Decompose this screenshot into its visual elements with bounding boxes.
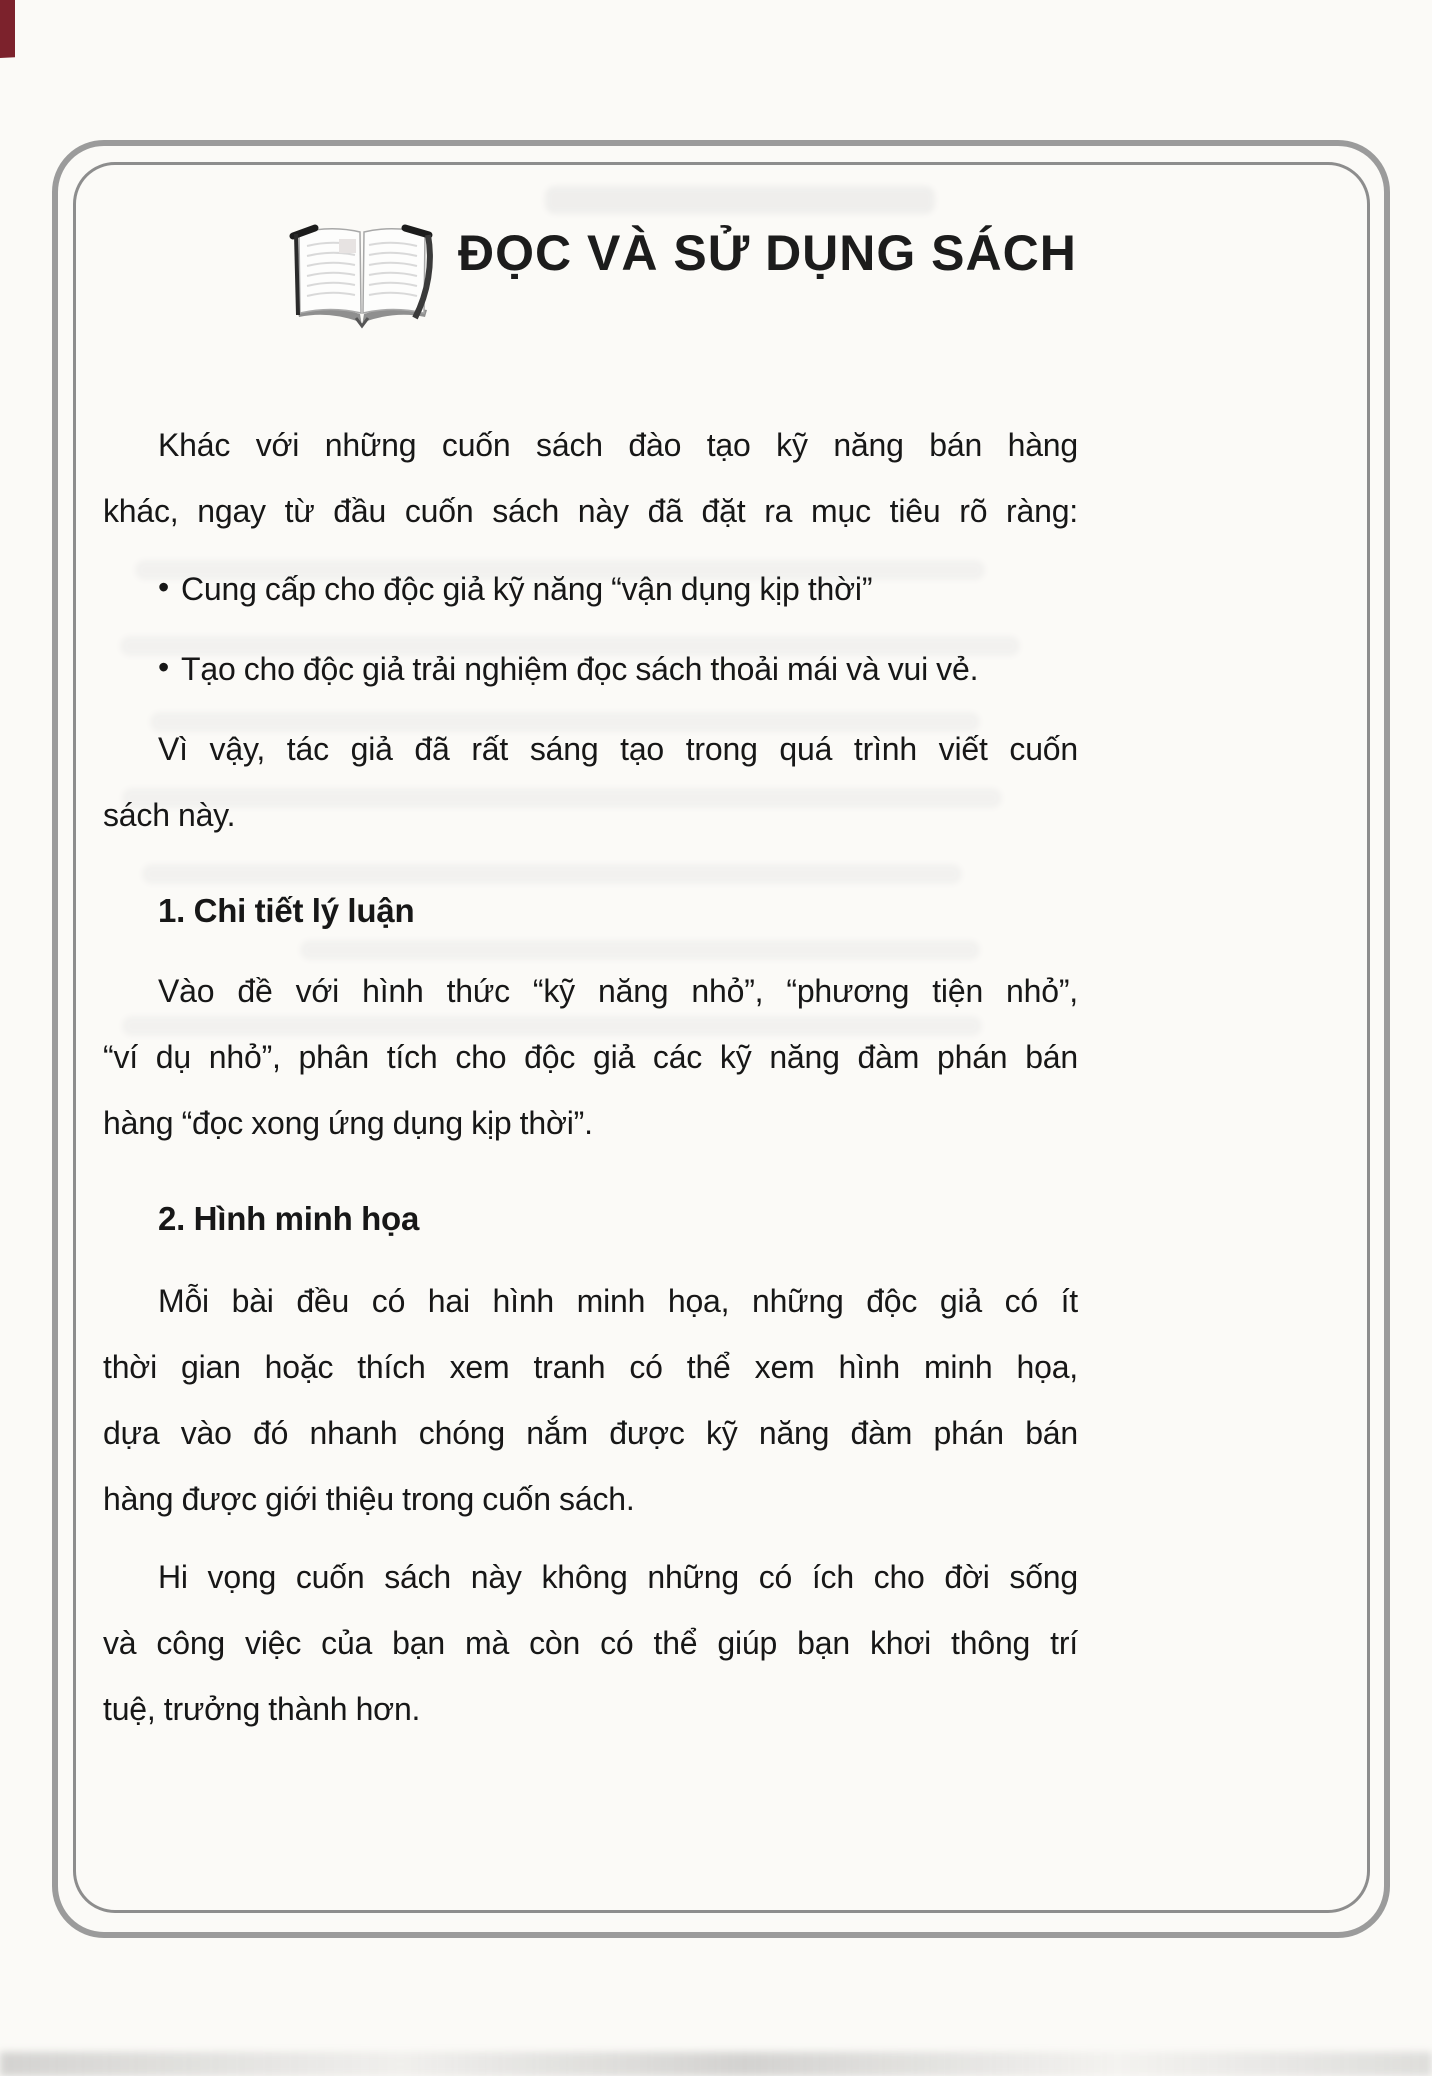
bullet-item [103,636,1078,702]
text-line: Vì vậy, tác giả đã rất sáng tạo trong quá trình viết cuốn [158,731,1078,767]
text-line: hàng “đọc xong ứng dụng kịp thời”. [103,1105,593,1141]
section-heading-2: 2. Hình minh họa [158,1200,420,1237]
text-line: Hi vọng cuốn sách này không những có ích cho đời sống [158,1559,1078,1595]
bullet-marker: • [158,569,170,605]
text-line: thời gian hoặc thích xem tranh có thể xem hình minh họa, [103,1349,1078,1385]
photo-bottom-smudge [0,2052,1432,2076]
bullet-marker: • [158,649,170,685]
open-book-icon [283,218,441,330]
bleed-through-artifact [545,186,935,214]
text-line: và công việc của bạn mà còn có thể giúp bạn khơi thông trí [103,1625,1078,1661]
bullet-item [103,556,1078,622]
text-line: khác, ngay từ đầu cuốn sách này đã đặt ra mục tiêu rõ ràng: [103,493,1078,529]
text-line: sách này. [103,797,236,833]
text-line: hàng được giới thiệu trong cuốn sách. [103,1481,635,1517]
text-line: Vào đề với hình thức “kỹ năng nhỏ”, “phương tiện nhỏ”, [158,973,1078,1009]
photo-edge-red-sliver [0,0,15,58]
text-line: Khác với những cuốn sách đào tạo kỹ năng bán hàng [158,427,1078,463]
text-line: tuệ, trưởng thành hơn. [103,1691,421,1727]
bullet-text: Tạo cho độc giả trải nghiệm đọc sách thoải mái và vui vẻ. [181,651,979,687]
text-line: Mỗi bài đều có hai hình minh họa, những độc giả có ít [158,1283,1078,1319]
section-heading-1: 1. Chi tiết lý luận [158,892,415,929]
text-line: “ví dụ nhỏ”, phân tích cho độc giả các kỹ năng đàm phán bán [103,1039,1078,1075]
bullet-text: Cung cấp cho độc giả kỹ năng “vận dụng kịp thời” [181,571,873,607]
page-title: ĐỌC VÀ SỬ DỤNG SÁCH [458,225,1077,281]
text-line: dựa vào đó nhanh chóng nắm được kỹ năng đàm phán bán [103,1415,1078,1451]
body-text [103,412,1078,1742]
